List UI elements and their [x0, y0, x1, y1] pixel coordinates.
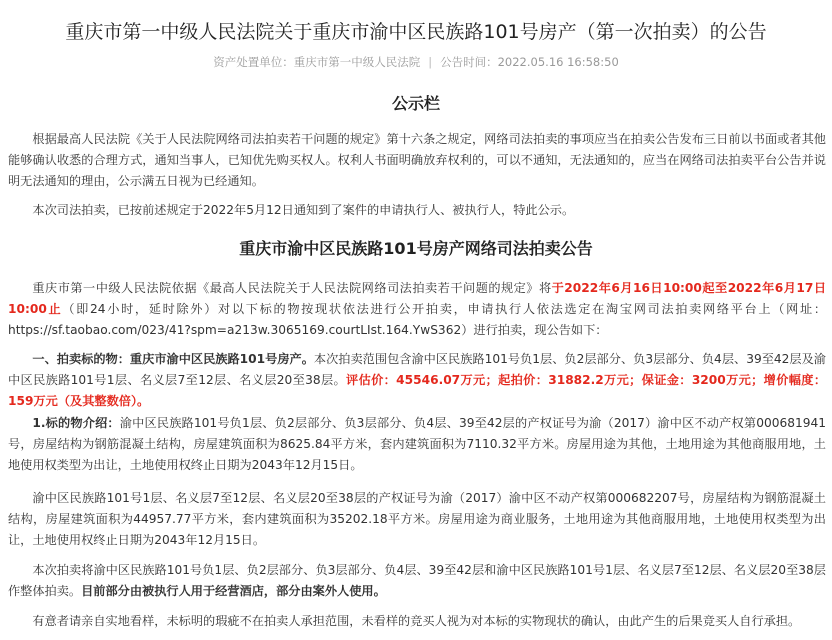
- inspection-notice-paragraph: 有意者请亲自实地看样，未标明的瑕疵不在拍卖人承担范围，未看样的竞买人视为对本标的实物现状的确认，由此产生的后果竞买人自行承担。: [32, 614, 801, 628]
- p3-text-a: 重庆市第一中级人民法院依据《最高人民法院关于人民法院网络司法拍卖若干问题的规定》将: [32, 281, 552, 295]
- time-value: 2022.05.16 16:58:50: [497, 55, 619, 69]
- page-title: 重庆市第一中级人民法院关于重庆市渝中区民族路101号房产（第一次拍卖）的公告: [65, 20, 767, 43]
- price-info: 评估价：45546.07万元；起拍价：31882.2万元；保证金：3200万元；增价幅度：159万元（及其整数倍）。: [8, 373, 827, 408]
- p3-text-b: （即24小时，延时除外）对以下标的物按现状依法进行公开拍卖，申请执行人依法选定在淘宝网司法拍卖网络平台上（网址：https://sf.taobao.com/023/41?spm=a213w.3065169.courtLIst.164.YwS362）进行拍卖，现公告如下：: [8, 302, 827, 337]
- object-intro-text: 渝中区民族路101号负1层、负2层部分、负3层部分、负4层、39至42层的产权证号为渝（2017）渝中区不动产权第000681941号，房屋结构为钢筋混凝土结构，房屋建筑面积为8625.84平方米，套内建筑面积为7110.32平方米。房屋用途为其他，土地用途为其他商服用地，土地使用权类型为出让，土地使用权终止日期为2043年12月15日。: [8, 416, 826, 472]
- property-cert-paragraph: 渝中区民族路101号1层、名义层7至12层、名义层20至38层的产权证号为渝（2017）渝中区不动产权第000682207号，房屋结构为钢筋混凝土结构，房屋建筑面积为44957.77平方米，套内建筑面积为35202.18平方米。房屋用途为商业服务，土地用途为其他商服用地，土地使用权类型为出让，土地使用权终止日期为2043年12月15日。: [8, 491, 826, 547]
- object-intro-paragraph: [8, 413, 826, 476]
- meta-line: [0, 54, 832, 70]
- object-intro-title: 1.标的物介绍：: [32, 416, 120, 430]
- whole-auction-text: 本次拍卖将渝中区民族路101号负1层、负2层部分、负3层部分、负4层、39至42层和渝中区民族路101号1层、名义层7至12层、名义层20至38层作整体拍卖。: [8, 563, 826, 598]
- whole-auction-paragraph: [8, 560, 826, 602]
- bulletin-heading: 公示栏: [391, 94, 440, 113]
- auction-object-paragraph: [8, 349, 826, 412]
- auction-scope-text: 本次拍卖范围包含渝中区民族路101号负1层、负2层部分、负3层部分、负4层、39至42层及渝中区民族路101号1层、名义层7至12层、名义层20至38层。: [8, 352, 826, 387]
- auction-object-title: 一、拍卖标的物：重庆市渝中区民族路101号房产。: [32, 352, 314, 366]
- time-label: 公告时间：: [440, 55, 498, 69]
- announcement-heading: 重庆市渝中区民族路101号房产网络司法拍卖公告: [239, 239, 593, 258]
- unit-label: 资产处置单位：: [213, 55, 294, 69]
- current-use-note: 目前部分由被执行人用于经营酒店，部分由案外人使用。: [81, 584, 386, 598]
- bulletin-paragraph-1: 根据最高人民法院《关于人民法院网络司法拍卖若干问题的规定》第十六条之规定，网络司法拍卖的事项应当在拍卖公告发布三日前以书面或者其他能够确认收悉的合理方式，通知当事人，已知优先购买权人。权利人书面明确放弃权利的，可以不通知，无法通知的，应当在网络司法拍卖平台公告并说明无法通知的理由，公示满五日视为已经通知。: [8, 132, 826, 188]
- meta-separator: |: [428, 55, 433, 69]
- auction-time-paragraph: [8, 278, 826, 341]
- auction-period: 于2022年6月16日10:00起至2022年6月17日10:00止: [8, 281, 827, 316]
- bulletin-paragraph-2: 本次司法拍卖，已按前述规定于2022年5月12日通知到了案件的申请执行人、被执行人，特此公示。: [32, 203, 575, 217]
- unit-value: 重庆市第一中级人民法院: [293, 55, 421, 69]
